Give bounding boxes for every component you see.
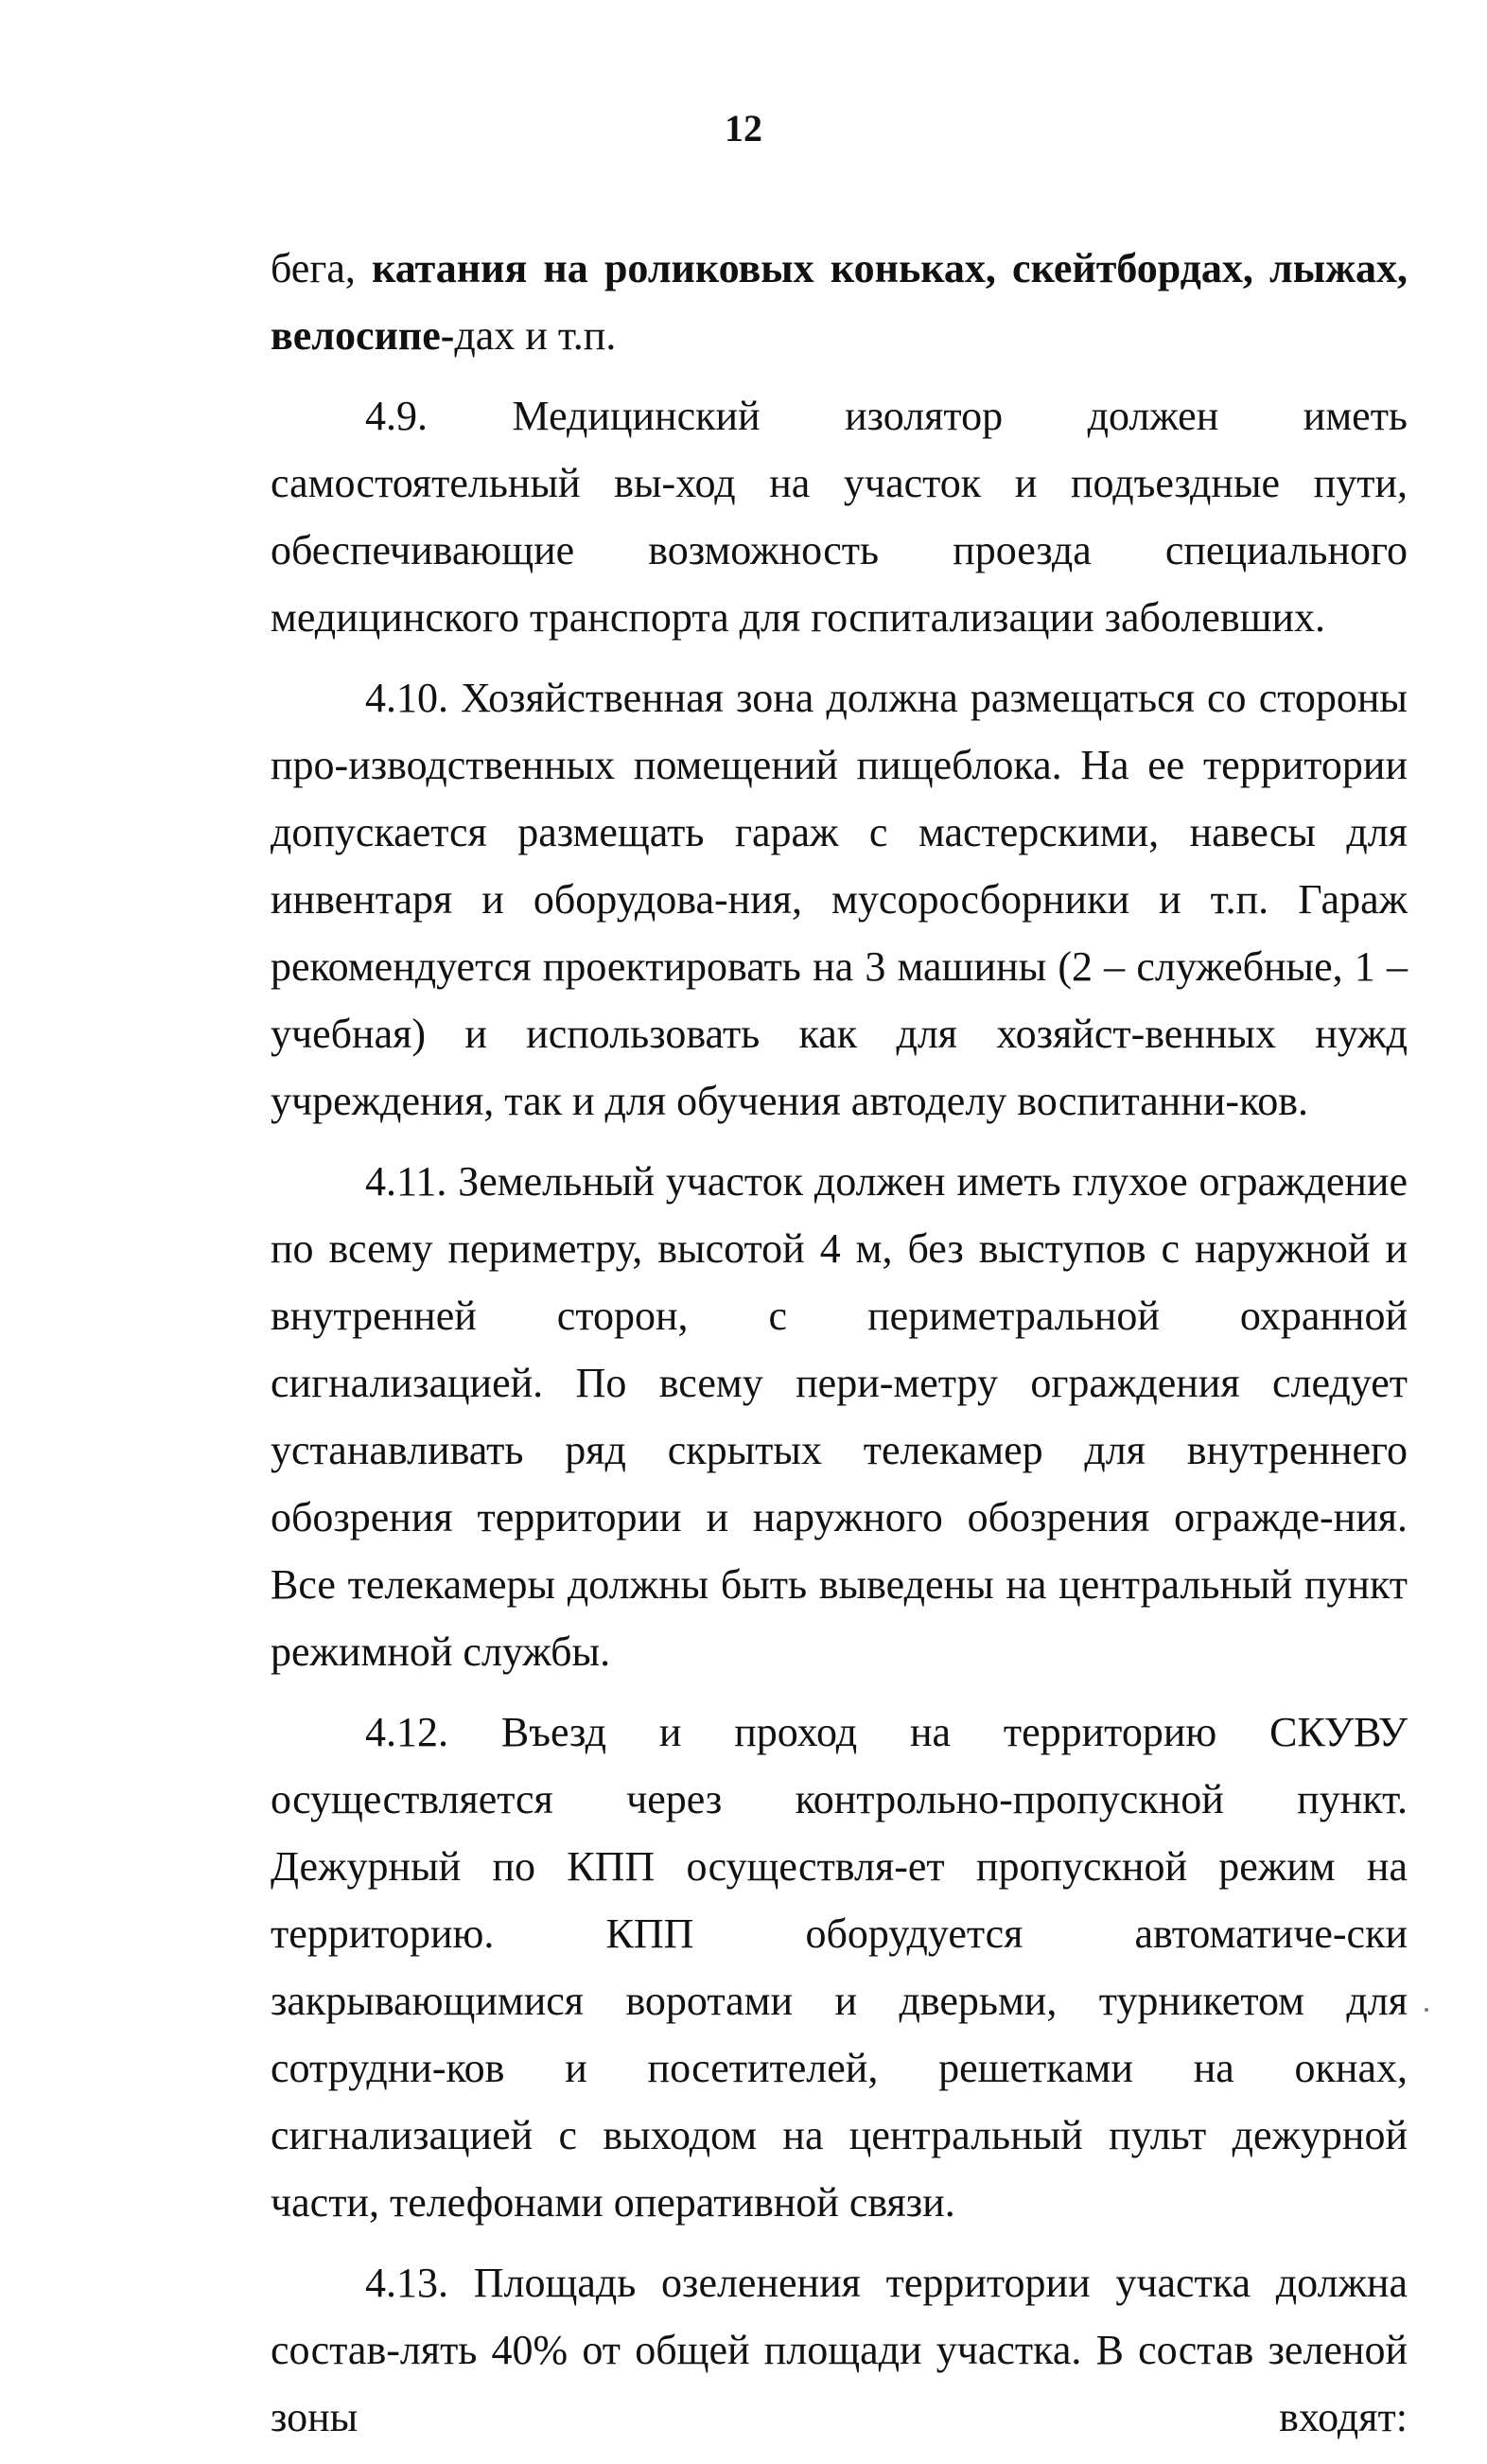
paragraph-4-12: 4.12. Въезд и проход на территорию СКУВУ осуществляется через контрольно-пропускной пункт. Дежурный по КПП осуществля-ет пропускной режим на территорию. КПП оборудуется автоматиче-ски закрывающимися воротами и дверьми, турникетом для сотрудни-ков и посетителей, решетками на окнах, сигнализацией с выходом на центральный пульт дежурной части, телефонами оперативной связи. bbox=[271, 1709, 1408, 2226]
paragraph-continuation-text-2: дах и т.п. bbox=[454, 312, 617, 359]
scan-speck bbox=[1425, 2008, 1428, 2012]
paragraph-4-13: 4.13. Площадь озеленения территории участка должна состав-лять 40% от общей площади участка. В состав зеленой зоны входят: bbox=[271, 2260, 1408, 2440]
paragraph-continuation bbox=[271, 235, 1408, 369]
paragraph-4-10: 4.10. Хозяйственная зона должна размещаться со стороны про-изводственных помещений пищеблока. На ее территории допускается размещать гараж с мастерскими, навесы для инвентаря и оборудова-ния, мусоросборники и т.п. Гараж рекомендуется проектировать на 3 машины (2 – служебные, 1 – учебная) и использовать как для хозяйст-венных нужд учреждения, так и для обучения автоделу воспитанни-ков. bbox=[271, 675, 1408, 1124]
page-number: 12 bbox=[725, 107, 762, 150]
document-body bbox=[271, 235, 1408, 2464]
paragraph-continuation-bold-text: катания на роликовых коньках, скейтбордах, лыжах, велосипе- bbox=[271, 245, 1408, 359]
paragraph-4-9: 4.9. Медицинский изолятор должен иметь самостоятельный вы-ход на участок и подъездные пути, обеспечивающие возможность проезда специального медицинского транспорта для госпитализации заболевших. bbox=[271, 393, 1408, 641]
paragraph-4-11: 4.11. Земельный участок должен иметь глухое ограждение по всему периметру, высотой 4 м, без выступов с наружной и внутренней сторон, с периметральной охранной сигнализацией. По всему пери-метру ограждения следует устанавливать ряд скрытых телекамер для внутреннего обозрения территории и наружного обозрения огражде-ния. Все телекамеры должны быть выведены на центральный пункт режимной службы. bbox=[271, 1158, 1408, 1675]
paragraph-continuation-text-1: бега, bbox=[271, 245, 373, 291]
